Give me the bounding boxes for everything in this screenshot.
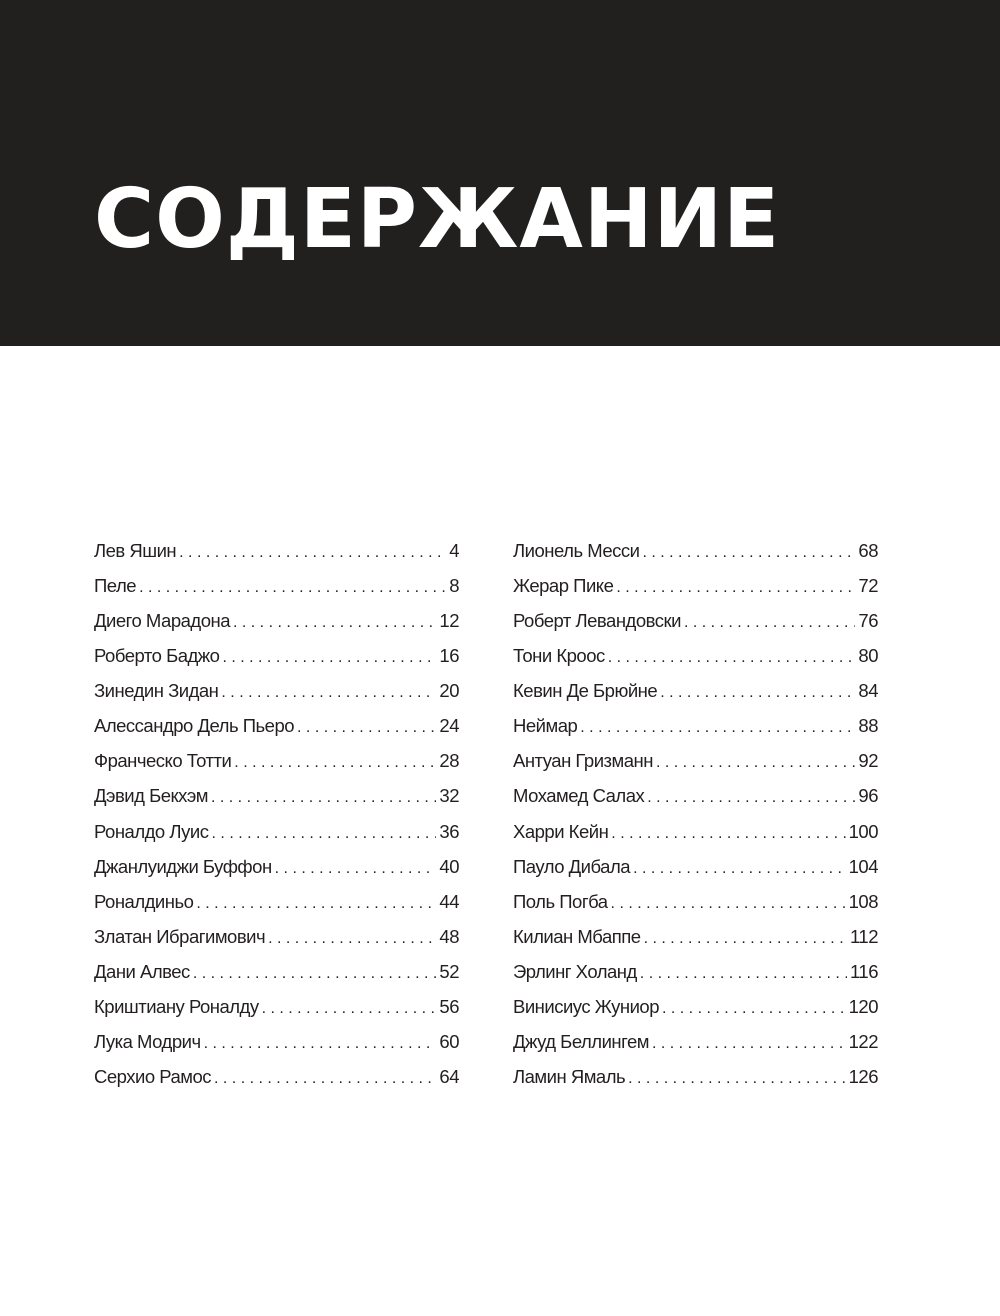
toc-entry	[513, 919, 878, 954]
toc-entry	[94, 533, 459, 568]
toc-entry	[513, 989, 878, 1024]
toc-entry-page: 80	[858, 645, 878, 667]
dot-leader	[662, 991, 846, 1026]
toc-entry	[94, 603, 459, 638]
toc-entry-name: Серхио Рамос	[94, 1065, 212, 1087]
toc-entry	[513, 568, 878, 603]
dot-leader	[608, 640, 856, 675]
toc-entry-name: Джуд Беллингем	[513, 1030, 649, 1052]
toc-entry-name: Кевин Де Брюйне	[513, 680, 658, 702]
toc-entry-page: 72	[858, 575, 878, 597]
toc-entry-page: 112	[850, 925, 878, 947]
toc-entry	[513, 743, 878, 778]
toc-entry-name: Зинедин Зидан	[94, 680, 219, 702]
toc-entry-name: Килиан Мбаппе	[513, 925, 641, 947]
dot-leader	[652, 1026, 846, 1061]
toc-entry-page: 56	[439, 995, 459, 1017]
toc-entry-page: 122	[848, 1030, 878, 1052]
toc-entry	[94, 778, 459, 813]
toc-entry-page: 12	[439, 610, 459, 632]
toc-entry	[94, 708, 459, 743]
header-band	[0, 0, 1000, 346]
dot-leader	[193, 956, 437, 991]
toc-entry	[94, 989, 459, 1024]
toc-entry-name: Лионель Месси	[513, 540, 640, 561]
dot-leader	[212, 816, 437, 851]
toc-entry-name: Роналдиньо	[94, 890, 194, 912]
toc-entry-name: Лука Модрич	[94, 1030, 201, 1052]
dot-leader	[211, 780, 436, 815]
dot-leader	[644, 921, 847, 956]
toc-entry	[513, 708, 878, 743]
toc-entry-page: 32	[439, 785, 459, 807]
toc-entry-page: 8	[449, 575, 459, 597]
toc-entry-page: 126	[848, 1065, 878, 1087]
dot-leader	[660, 675, 855, 710]
toc-entry	[513, 533, 878, 568]
toc-entry-name: Пауло Дибала	[513, 855, 631, 877]
toc-entry-name: Дани Алвес	[94, 960, 190, 982]
toc-column-right	[513, 533, 878, 1094]
dot-leader	[611, 886, 846, 921]
dot-leader	[222, 640, 436, 675]
toc-entry-page: 28	[439, 750, 459, 772]
toc-entry-page: 104	[848, 855, 878, 877]
toc-entry-page: 92	[858, 750, 878, 772]
toc-entry-page: 44	[439, 890, 459, 912]
dot-leader	[580, 710, 855, 745]
toc-entry-page: 16	[439, 645, 459, 667]
toc-column-left	[94, 533, 459, 1094]
toc-entry	[513, 884, 878, 919]
toc-entry-page: 108	[848, 890, 878, 912]
dot-leader	[647, 780, 855, 815]
dot-leader	[221, 675, 436, 710]
dot-leader	[234, 745, 436, 780]
toc-entry-name: Джанлуиджи Буффон	[94, 855, 272, 877]
toc-entry-page: 4	[449, 540, 459, 561]
toc-entry	[513, 814, 878, 849]
dot-leader	[196, 886, 436, 921]
toc-entry	[94, 919, 459, 954]
toc-entry	[94, 814, 459, 849]
toc-entry	[94, 849, 459, 884]
dot-leader	[628, 1061, 845, 1096]
toc-entry-name: Неймар	[513, 715, 578, 737]
dot-leader	[262, 991, 437, 1026]
dot-leader	[656, 745, 855, 780]
toc-entry-name: Златан Ибрагимович	[94, 925, 266, 947]
toc-entry-page: 96	[858, 785, 878, 807]
toc-entry	[94, 638, 459, 673]
toc-entry	[513, 673, 878, 708]
toc-entry-page: 68	[858, 540, 878, 561]
toc-entry	[94, 954, 459, 989]
toc-entry-name: Роберт Левандовски	[513, 610, 681, 632]
toc-entry-page: 48	[439, 925, 459, 947]
toc-entry-name: Поль Погба	[513, 890, 608, 912]
toc-entry-name: Тони Кроос	[513, 645, 605, 667]
dot-leader	[233, 605, 436, 640]
toc-entry-page: 52	[439, 960, 459, 982]
toc-entry-page: 120	[848, 995, 878, 1017]
toc-entry	[94, 1059, 459, 1094]
toc-entry-name: Роналдо Луис	[94, 820, 209, 842]
toc-entry-page: 76	[858, 610, 878, 632]
toc-entry	[513, 1059, 878, 1094]
dot-leader	[214, 1061, 436, 1096]
toc-entry-page: 60	[439, 1030, 459, 1052]
toc-entry-page: 88	[858, 715, 878, 737]
page-title: СОДЕРЖАНИЕ	[94, 172, 781, 267]
dot-leader	[611, 816, 845, 851]
toc-entry	[94, 1024, 459, 1059]
toc-entry-page: 100	[848, 820, 878, 842]
dot-leader	[139, 570, 446, 605]
toc-entry-name: Пеле	[94, 575, 137, 597]
toc-entry-page: 84	[858, 680, 878, 702]
dot-leader	[204, 1026, 437, 1061]
toc-entry	[513, 603, 878, 638]
toc-entry-name: Мохамед Салах	[513, 785, 645, 807]
dot-leader	[633, 851, 846, 886]
toc-entry-page: 36	[439, 820, 459, 842]
toc-entry	[513, 954, 878, 989]
toc-entry-page: 24	[439, 715, 459, 737]
toc-entry-page: 64	[439, 1065, 459, 1087]
dot-leader	[640, 956, 847, 991]
dot-leader	[684, 605, 855, 640]
toc-entry	[94, 568, 459, 603]
toc-entry-name: Эрлинг Холанд	[513, 960, 637, 982]
dot-leader	[297, 710, 436, 745]
toc-entry-name: Диего Марадона	[94, 610, 230, 632]
toc-entry-name: Ламин Ямаль	[513, 1065, 626, 1087]
toc-entry-name: Дэвид Бекхэм	[94, 785, 208, 807]
toc-entry-name: Винисиус Жуниор	[513, 995, 659, 1017]
toc-entry	[513, 638, 878, 673]
dot-leader	[616, 570, 855, 605]
toc-entry	[94, 743, 459, 778]
toc-entry-name: Лев Яшин	[94, 540, 177, 561]
toc-entry-name: Харри Кейн	[513, 820, 609, 842]
dot-leader	[268, 921, 436, 956]
toc-entry-name: Жерар Пике	[513, 575, 614, 597]
toc-entry	[513, 1024, 878, 1059]
dot-leader	[642, 535, 855, 570]
toc-entry-name: Алессандро Дель Пьеро	[94, 715, 295, 737]
toc-entry	[94, 884, 459, 919]
dot-leader	[179, 535, 446, 570]
toc-entry	[513, 849, 878, 884]
toc-entry-name: Криштиану Роналду	[94, 995, 259, 1017]
toc-entry	[94, 673, 459, 708]
toc-entry	[513, 778, 878, 813]
dot-leader	[275, 851, 437, 886]
toc-entry-page: 116	[850, 960, 878, 982]
toc-entry-name: Франческо Тотти	[94, 750, 232, 772]
toc-entry-page: 20	[439, 680, 459, 702]
toc-entry-name: Антуан Гризманн	[513, 750, 653, 772]
toc-entry-page: 40	[439, 855, 459, 877]
toc-entry-name: Роберто Баджо	[94, 645, 220, 667]
